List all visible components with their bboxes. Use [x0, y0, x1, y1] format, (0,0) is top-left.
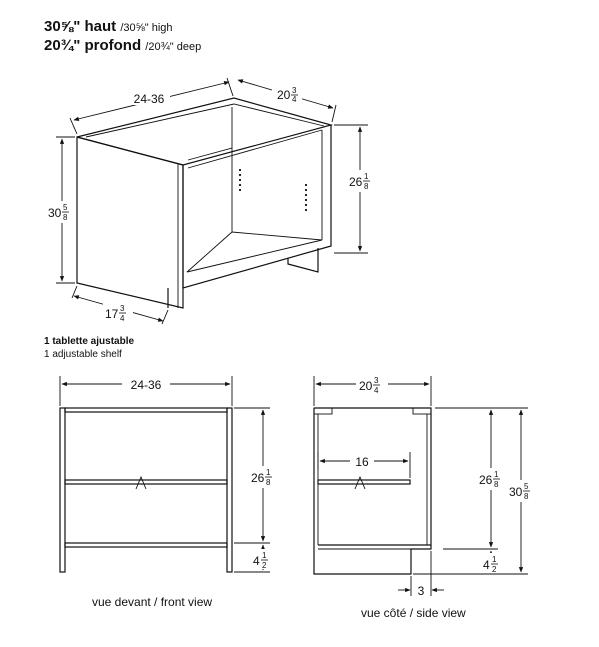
iso-top-panel [77, 98, 331, 165]
iso-shelf-pin-holes [239, 169, 307, 211]
iso-depth-label [277, 86, 298, 104]
shelf-note-fr: 1 tablette ajustable [44, 336, 135, 347]
svg-text:26: 26 [251, 471, 265, 485]
svg-text:20: 20 [359, 379, 373, 393]
svg-text:5: 5 [524, 482, 529, 491]
iso-top-edge-inner [86, 104, 324, 137]
front-shelf [65, 480, 227, 484]
svg-text:1: 1 [364, 172, 369, 181]
front-view-caption: vue devant / front view [92, 595, 213, 609]
isometric-cabinet [47, 78, 374, 324]
front-left-side [60, 408, 65, 572]
svg-text:30: 30 [48, 206, 62, 220]
front-interior-height-label [251, 468, 272, 487]
iso-top-front-rail [188, 130, 322, 168]
svg-text:4: 4 [374, 386, 379, 395]
svg-text:1: 1 [262, 551, 267, 560]
svg-text:4: 4 [120, 314, 125, 323]
side-front-rail [314, 408, 332, 414]
front-right-side [227, 408, 232, 572]
svg-text:1: 1 [494, 470, 499, 479]
iso-overall-height-label [48, 203, 69, 222]
iso-right-side [183, 125, 331, 288]
front-bottom-panel [65, 543, 227, 547]
svg-text:30: 30 [509, 485, 523, 499]
svg-text:1: 1 [492, 555, 497, 564]
svg-text:4: 4 [483, 558, 490, 572]
side-shelf [318, 480, 410, 484]
side-overall-height-label [509, 482, 530, 501]
svg-text:8: 8 [266, 478, 271, 487]
front-top-panel [65, 408, 227, 412]
front-width-label: 24-36 [130, 378, 162, 392]
svg-text:8: 8 [63, 213, 68, 222]
svg-text:2: 2 [492, 565, 497, 574]
side-depth-label [359, 376, 380, 395]
front-view-drawing [60, 376, 276, 572]
side-shelf-marker [355, 477, 365, 489]
svg-text:8: 8 [494, 480, 499, 489]
svg-text:8: 8 [524, 492, 529, 501]
height-spec-bold: 30⅝" haut [44, 18, 117, 35]
side-shelf-depth-label: 16 [355, 455, 369, 469]
shelf-note-en: 1 adjustable shelf [44, 349, 122, 360]
iso-base-depth-label [105, 304, 126, 323]
iso-toe-right [288, 248, 318, 272]
iso-interior-height-label [349, 172, 370, 191]
svg-text:3: 3 [292, 86, 297, 95]
svg-text:26: 26 [479, 473, 493, 487]
svg-text:4: 4 [292, 95, 297, 104]
depth-spec-bold: 20¾" profond [44, 37, 142, 54]
iso-width-label: 24-36 [133, 92, 165, 106]
side-interior-height-label [479, 470, 500, 489]
iso-left-side [77, 137, 183, 308]
svg-text:20: 20 [277, 88, 291, 102]
svg-text:26: 26 [349, 175, 363, 189]
svg-text:3: 3 [120, 304, 125, 313]
height-spec-sub: /30⅝" high [120, 22, 173, 34]
svg-text:1: 1 [266, 468, 271, 477]
depth-spec-sub: /20¾" deep [145, 41, 202, 53]
side-view-drawing [314, 374, 536, 598]
svg-text:3: 3 [374, 376, 379, 385]
svg-text:5: 5 [63, 203, 68, 212]
svg-text:8: 8 [364, 182, 369, 191]
iso-back-top [188, 107, 232, 160]
front-shelf-marker [136, 477, 146, 489]
svg-text:2: 2 [262, 561, 267, 570]
side-view-caption: vue côté / side view [361, 606, 466, 620]
iso-bottom-back [187, 232, 322, 272]
svg-text:4: 4 [253, 554, 260, 568]
side-toe-recess-label: 3 [417, 584, 425, 598]
side-back-rail [413, 408, 431, 414]
svg-text:17: 17 [105, 307, 119, 321]
